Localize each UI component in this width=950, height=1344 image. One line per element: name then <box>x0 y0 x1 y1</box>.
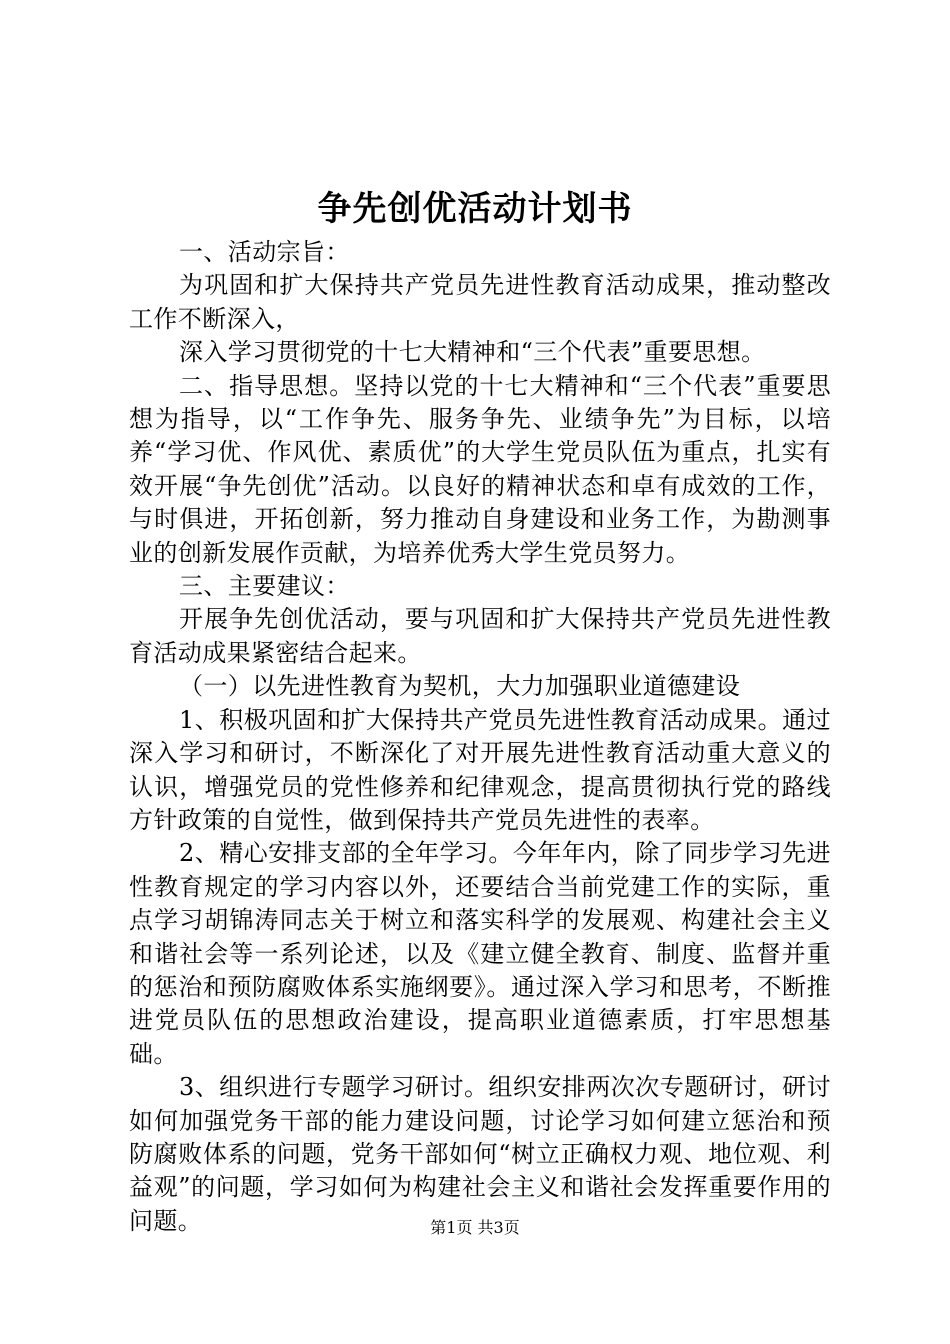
list-item: 2、精心安排支部的全年学习。今年年内，除了同步学习先进性教育规定的学习内容以外，还要结合当前党建工作的实际，重点学习胡锦涛同志关于树立和落实科学的发展观、构建社会主义和谐社会等一系列论述，以及《建立健全教育、制度、监督并重的惩治和预防腐败体系实施纲要》。通过深入学习和思考，不断推进党员队伍的思想政治建设，提高职业道德素质，打牢思想基础。 <box>129 839 831 1068</box>
section-heading-purpose: 一、活动宗旨： <box>179 238 350 266</box>
list-item: 1、积极巩固和扩大保持共产党员先进性教育活动成果。通过深入学习和研讨，不断深化了对开展先进性教育活动重大意义的认识，增强党员的党性修养和纪律观念，提高贯彻执行党的路线方针政策的自觉性，做到保持共产党员先进性的表率。 <box>129 705 831 834</box>
document-body <box>129 236 831 1238</box>
subsection-heading: （一）以先进性教育为契机，大力加强职业道德建设 <box>179 672 741 701</box>
paragraph: 深入学习贯彻党的十七大精神和“三个代表”重要思想。 <box>179 338 766 367</box>
document-title: 争先创优活动计划书 <box>317 189 633 229</box>
page-number: 第1页 共3页 <box>430 1218 520 1237</box>
paragraph: 为巩固和扩大保持共产党员先进性教育活动成果，推动整改工作不断深入， <box>129 271 831 333</box>
paragraph: 开展争先创优活动，要与巩固和扩大保持共产党员先进性教育活动成果紧密结合起来。 <box>129 605 831 667</box>
section-heading-suggestions: 三、主要建议： <box>179 572 350 601</box>
list-item: 3、组织进行专题学习研讨。组织安排两次次专题研讨，研讨如何加强党务干部的能力建设问题，讨论学习如何建立惩治和预防腐败体系的问题，党务干部如何“树立正确权力观、地位观、利益观”的问题，学习如何为构建社会主义和谐社会发挥重要作用的问题。 <box>129 1073 831 1235</box>
paragraph-guiding-thought: 二、指导思想。坚持以党的十七大精神和“三个代表”重要思想为指导，以“工作争先、服务争先、业绩争先”为目标，以培养“学习优、作风优、素质优”的大学生党员队伍为重点，扎实有效开展“争先创优”活动。以良好的精神状态和卓有成效的工作，与时俱进，开拓创新，努力推动自身建设和业务工作，为勘测事业的创新发展作贡献，为培养优秀大学生党员努力。 <box>129 371 831 567</box>
